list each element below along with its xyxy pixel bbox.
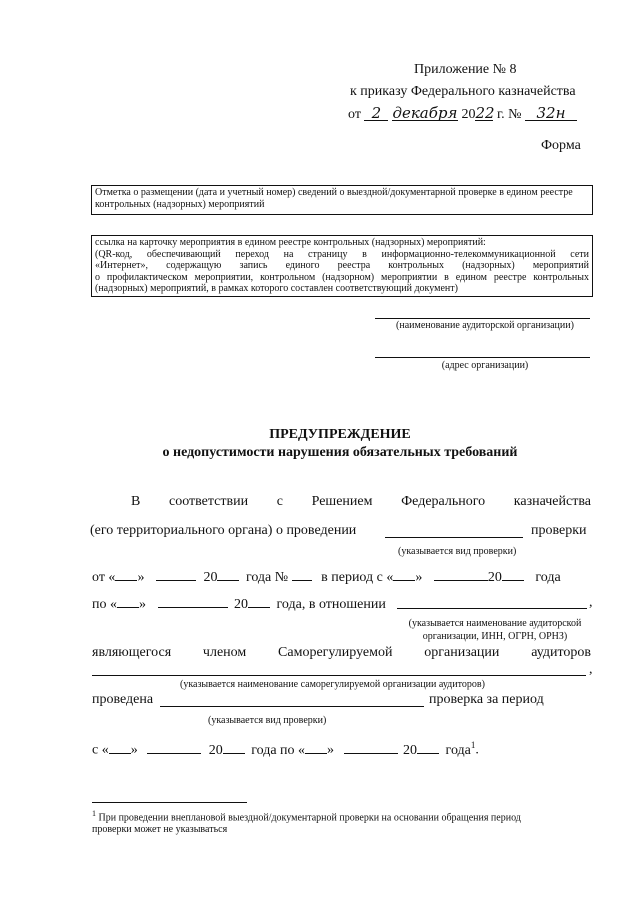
from-year-blank[interactable]	[223, 741, 245, 754]
text-to: по «	[92, 597, 117, 612]
body-line-2-end: проверки	[531, 523, 587, 538]
text-regarding: года, в отношении	[276, 597, 386, 612]
from-month-blank[interactable]	[147, 741, 201, 754]
body-line-1	[131, 494, 591, 510]
check-type-caption-2: (указывается вид проверки)	[208, 715, 327, 726]
order-of-label: к приказу Федерального казначейства	[350, 84, 576, 99]
to-month-blank[interactable]	[344, 741, 398, 754]
quote: »	[327, 742, 335, 758]
word: организации	[424, 645, 500, 660]
word: Федерального	[401, 494, 486, 509]
word: членом	[202, 645, 247, 660]
period-year-blank[interactable]	[502, 568, 524, 581]
form-label: Форма	[541, 138, 581, 153]
body-line-3	[92, 568, 592, 586]
registry-mark-box	[91, 185, 593, 215]
year-prefix: 20	[461, 107, 476, 122]
footnote-line1: При проведении внеплановой выездной/документарной проверки на основании обращения период	[98, 812, 521, 824]
check-type-blank[interactable]	[385, 537, 523, 538]
from-day-blank[interactable]	[109, 741, 131, 754]
org-name-caption: (наименование аудиторской организации)	[396, 320, 574, 331]
order-day: 2	[364, 106, 388, 121]
check-type-caption: (указывается вид проверки)	[398, 546, 517, 557]
registry-link-box	[91, 235, 593, 297]
year-prefix: 20	[208, 742, 223, 758]
order-year-suffix: 22	[475, 104, 495, 122]
word: Решением	[311, 494, 373, 509]
org-blank[interactable]	[397, 608, 587, 609]
period-day-blank[interactable]	[393, 568, 415, 581]
footnote-line2: проверки может не указываться	[92, 824, 228, 836]
document-title: ПРЕДУПРЕЖДЕНИЕ	[269, 427, 411, 442]
quote: »	[139, 597, 146, 612]
month-blank[interactable]	[156, 568, 196, 581]
day-blank[interactable]	[115, 568, 137, 581]
registry-link-line2: (QR-код, обеспечивающий переход на страницу в информационно-телекоммуникационной сети	[95, 248, 589, 260]
appendix-label: Приложение № 8	[414, 62, 517, 77]
word: В	[131, 494, 141, 509]
comma: ,	[589, 662, 593, 677]
org-address-line	[375, 357, 590, 358]
from-prefix: от	[348, 107, 361, 122]
footnote-separator	[92, 802, 247, 803]
order-date-line	[348, 106, 577, 123]
footnote	[92, 808, 592, 836]
text-year-no: года №	[245, 570, 289, 585]
body-line-7-start: проведена	[92, 692, 154, 707]
year-prefix: 20	[403, 742, 418, 758]
org-name-line	[375, 318, 590, 319]
sro-caption: (указывается наименование саморегулируемой организации аудиторов)	[180, 679, 485, 690]
text-year-to: года по «	[251, 742, 306, 758]
year-prefix: 20	[234, 597, 248, 612]
org-caption-2: организации, ИНН, ОГРН, ОРНЗ)	[422, 631, 568, 642]
to-year-blank[interactable]	[417, 741, 439, 754]
order-number: 32н	[525, 106, 577, 121]
year-prefix: 20	[203, 570, 218, 585]
order-month: декабря	[392, 104, 458, 122]
text-period-from: в период с «	[321, 570, 394, 585]
footnote-ref: 1	[470, 740, 476, 750]
registry-link-line3: «Интернет», содержащую запись единого реестра контрольных (надзорных) мероприятий	[95, 260, 589, 271]
text-year: года	[445, 742, 471, 758]
word: соответствии	[168, 494, 249, 509]
number-blank[interactable]	[292, 568, 312, 581]
document-subtitle: о недопустимости нарушения обязательных требований	[162, 445, 518, 460]
period-month-blank[interactable]	[434, 568, 488, 581]
text-from: от «	[92, 570, 116, 585]
word: являющегося	[92, 645, 172, 660]
body-line-5	[92, 645, 591, 661]
footnote-mark: 1	[92, 809, 96, 818]
quote: »	[415, 570, 423, 585]
to-month-blank[interactable]	[158, 595, 228, 608]
text-year: года	[535, 570, 561, 585]
registry-mark-text: Отметка о размещении (дата и учетный номер) сведений о выездной/документарной проверке в едином реестре контрольных (надзорных) мероприятий	[95, 187, 573, 210]
body-line-4	[92, 595, 386, 613]
registry-link-line5: (надзорных) мероприятий, в рамках которого составлен соответствующий документ)	[95, 283, 458, 294]
sro-blank[interactable]	[92, 675, 586, 676]
quote: »	[137, 570, 145, 585]
word: казначейства	[513, 494, 591, 509]
registry-link-line4: о профилактическом мероприятии, контрольном (надзорном) мероприятии в едином реестре контрольных	[95, 271, 589, 283]
period: .	[475, 742, 479, 758]
year-mid: г. №	[496, 107, 522, 122]
word: аудиторов	[531, 645, 591, 660]
to-year-blank[interactable]	[248, 595, 270, 608]
registry-link-line1: ссылка на карточку мероприятия в едином реестре контрольных (надзорных) мероприятий:	[95, 237, 486, 248]
word: Саморегулируемой	[278, 645, 393, 660]
org-address-caption: (адрес организации)	[441, 360, 529, 371]
text-from: с «	[92, 742, 109, 758]
check-type-blank-2[interactable]	[160, 706, 424, 707]
body-line-2-start: (его территориального органа) о проведении	[90, 523, 357, 538]
comma: ,	[589, 595, 593, 610]
body-line-8	[92, 737, 479, 759]
word: с	[276, 494, 283, 509]
year-blank[interactable]	[217, 568, 239, 581]
year-prefix: 20	[487, 570, 502, 585]
to-day-blank[interactable]	[305, 741, 327, 754]
to-day-blank[interactable]	[117, 595, 139, 608]
quote: »	[130, 742, 138, 758]
org-caption-1: (указывается наименование аудиторской	[408, 618, 582, 629]
body-line-7-end: проверка за период	[429, 692, 544, 707]
